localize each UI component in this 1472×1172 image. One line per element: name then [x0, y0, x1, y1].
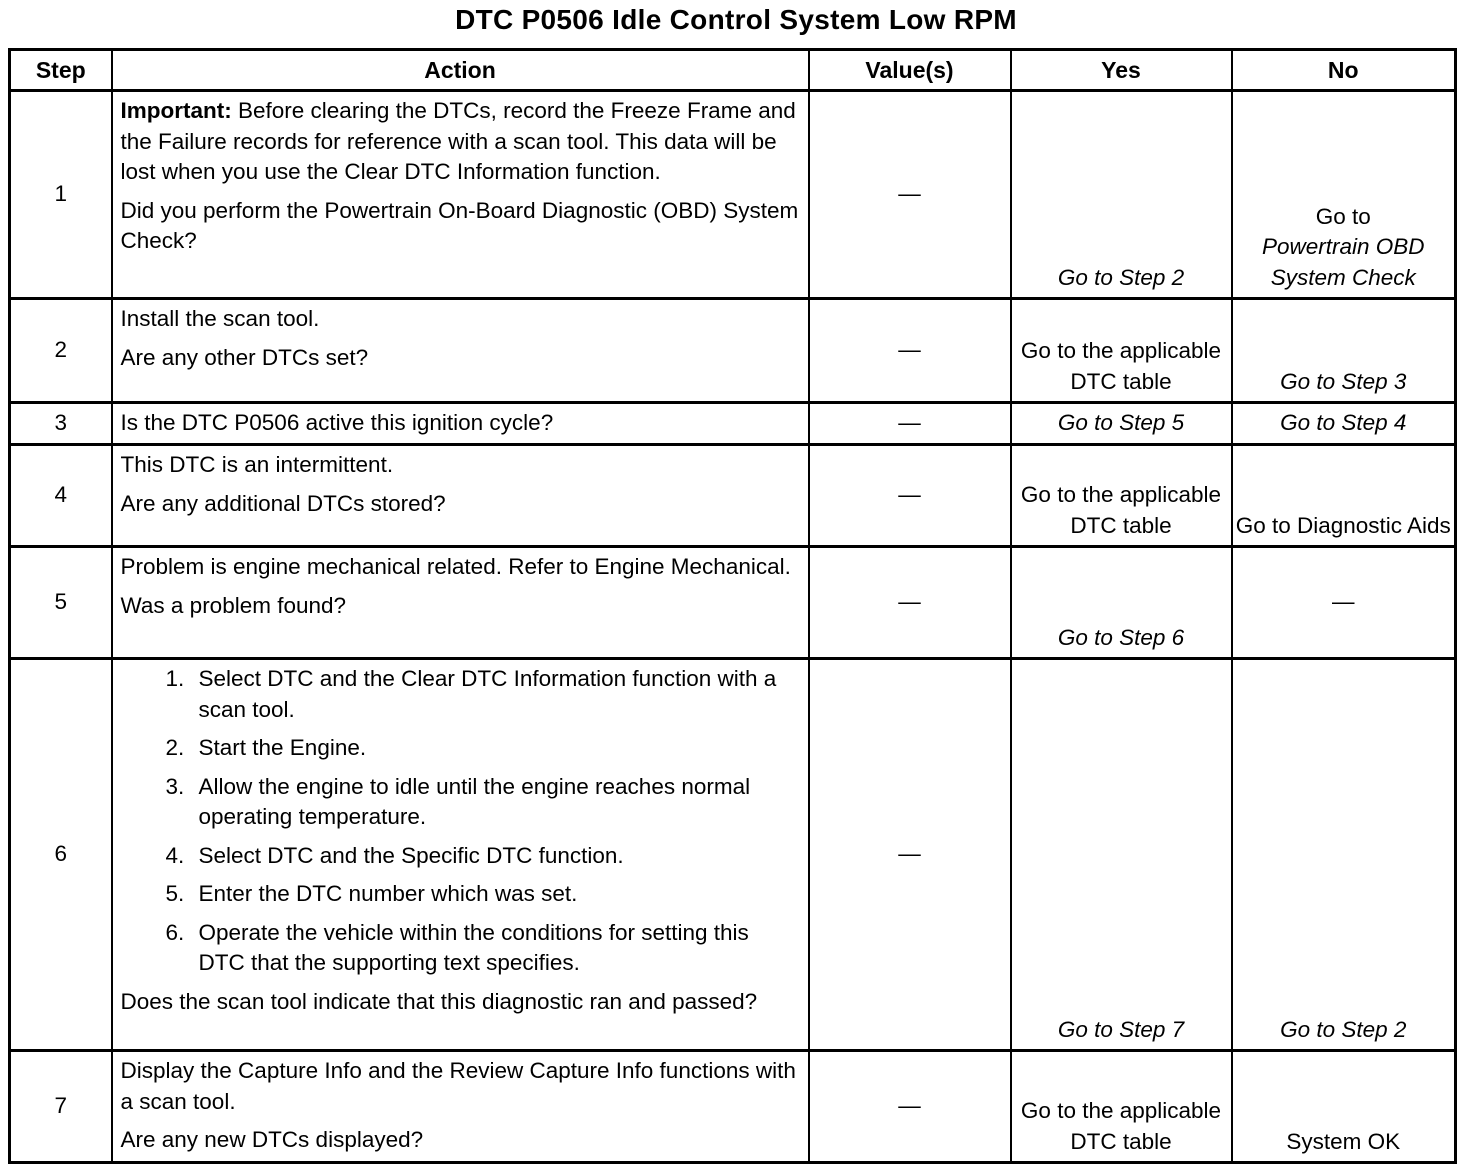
action-cell [112, 659, 809, 1051]
table-row [10, 403, 1456, 445]
diagnostic-table [8, 48, 1457, 1164]
action-text: Install the scan tool. [120, 306, 320, 331]
action-cell [112, 91, 809, 299]
step-number: 6 [10, 659, 112, 1051]
no-result: System OK [1232, 1051, 1456, 1163]
procedure-item: 4. Select DTC and the Specific DTC function. [191, 841, 800, 872]
value-cell: — [809, 299, 1011, 403]
step-number: 7 [10, 1051, 112, 1163]
value-cell: — [809, 403, 1011, 445]
yes-link[interactable]: Go to Step 6 [1011, 547, 1232, 659]
procedure-item: 5. Enter the DTC number which was set. [191, 879, 800, 910]
header-action: Action [112, 50, 809, 91]
header-no: No [1232, 50, 1456, 91]
action-text: Display the Capture Info and the Review Capture Info functions with a scan tool. [120, 1058, 796, 1114]
action-text: Problem is engine mechanical related. Refer to Engine Mechanical. [120, 554, 791, 579]
yes-link[interactable]: Go to Step 5 [1011, 403, 1232, 445]
no-prefix: Go to [1315, 203, 1371, 229]
header-step: Step [10, 50, 112, 91]
step-number: 4 [10, 445, 112, 547]
yes-link[interactable]: Go to the applicable DTC table [1011, 1051, 1232, 1163]
no-link[interactable]: Go to Step 2 [1232, 659, 1456, 1051]
step-number: 3 [10, 403, 112, 445]
procedure-list [121, 664, 800, 979]
step-number: 2 [10, 299, 112, 403]
no-link[interactable]: Go to Step 4 [1232, 403, 1456, 445]
no-link[interactable]: Go to Diagnostic Aids [1232, 445, 1456, 547]
yes-link[interactable]: Go to the applicable DTC table [1011, 299, 1232, 403]
yes-link[interactable]: Go to the applicable DTC table [1011, 445, 1232, 547]
procedure-item: 1. Select DTC and the Clear DTC Information function with a scan tool. [191, 664, 800, 725]
step-number: 1 [10, 91, 112, 299]
no-link[interactable]: Powertrain OBD System Check [1261, 234, 1425, 290]
procedure-item: 3. Allow the engine to idle until the engine reaches normal operating temperature. [191, 772, 800, 833]
value-cell: — [809, 445, 1011, 547]
important-text: Before clearing the DTCs, record the Freeze Frame and the Failure records for reference with a scan tool. This data will be lost when you use the Clear DTC Information function. [120, 98, 796, 184]
action-cell [112, 547, 809, 659]
action-cell [112, 445, 809, 547]
action-cell [112, 299, 809, 403]
action-question: Are any new DTCs displayed? [120, 1127, 424, 1152]
no-cell [1232, 91, 1456, 299]
important-note [121, 96, 800, 188]
action-cell [112, 1051, 809, 1163]
value-cell: — [809, 659, 1011, 1051]
header-values: Value(s) [809, 50, 1011, 91]
action-question: Are any additional DTCs stored? [120, 490, 446, 516]
table-row [10, 299, 1456, 403]
action-text: This DTC is an intermittent. [120, 452, 394, 477]
no-cell: — [1232, 547, 1456, 659]
action-question: Does the scan tool indicate that this diagnostic ran and passed? [120, 988, 758, 1014]
table-row [10, 659, 1456, 1051]
procedure-item: 6. Operate the vehicle within the conditions for setting this DTC that the supporting text specifies. [191, 918, 800, 979]
table-row [10, 445, 1456, 547]
no-link[interactable]: Go to Step 3 [1232, 299, 1456, 403]
action-question: Did you perform the Powertrain On-Board Diagnostic (OBD) System Check? [120, 197, 799, 253]
value-cell: — [809, 1051, 1011, 1163]
action-question: Are any other DTCs set? [120, 344, 369, 370]
yes-link[interactable]: Go to Step 2 [1011, 91, 1232, 299]
action-question: Was a problem found? [120, 592, 347, 618]
header-row [10, 50, 1456, 91]
important-label: Important: [120, 98, 232, 123]
action-question: Is the DTC P0506 active this ignition cycle? [112, 403, 809, 445]
table-row [10, 547, 1456, 659]
page-title: DTC P0506 Idle Control System Low RPM [455, 4, 1017, 35]
table-row [10, 1051, 1456, 1163]
header-yes: Yes [1011, 50, 1232, 91]
yes-link[interactable]: Go to Step 7 [1011, 659, 1232, 1051]
step-number: 5 [10, 547, 112, 659]
procedure-item: 2. Start the Engine. [191, 733, 800, 764]
value-cell: — [809, 91, 1011, 299]
value-cell: — [809, 547, 1011, 659]
table-row [10, 91, 1456, 299]
